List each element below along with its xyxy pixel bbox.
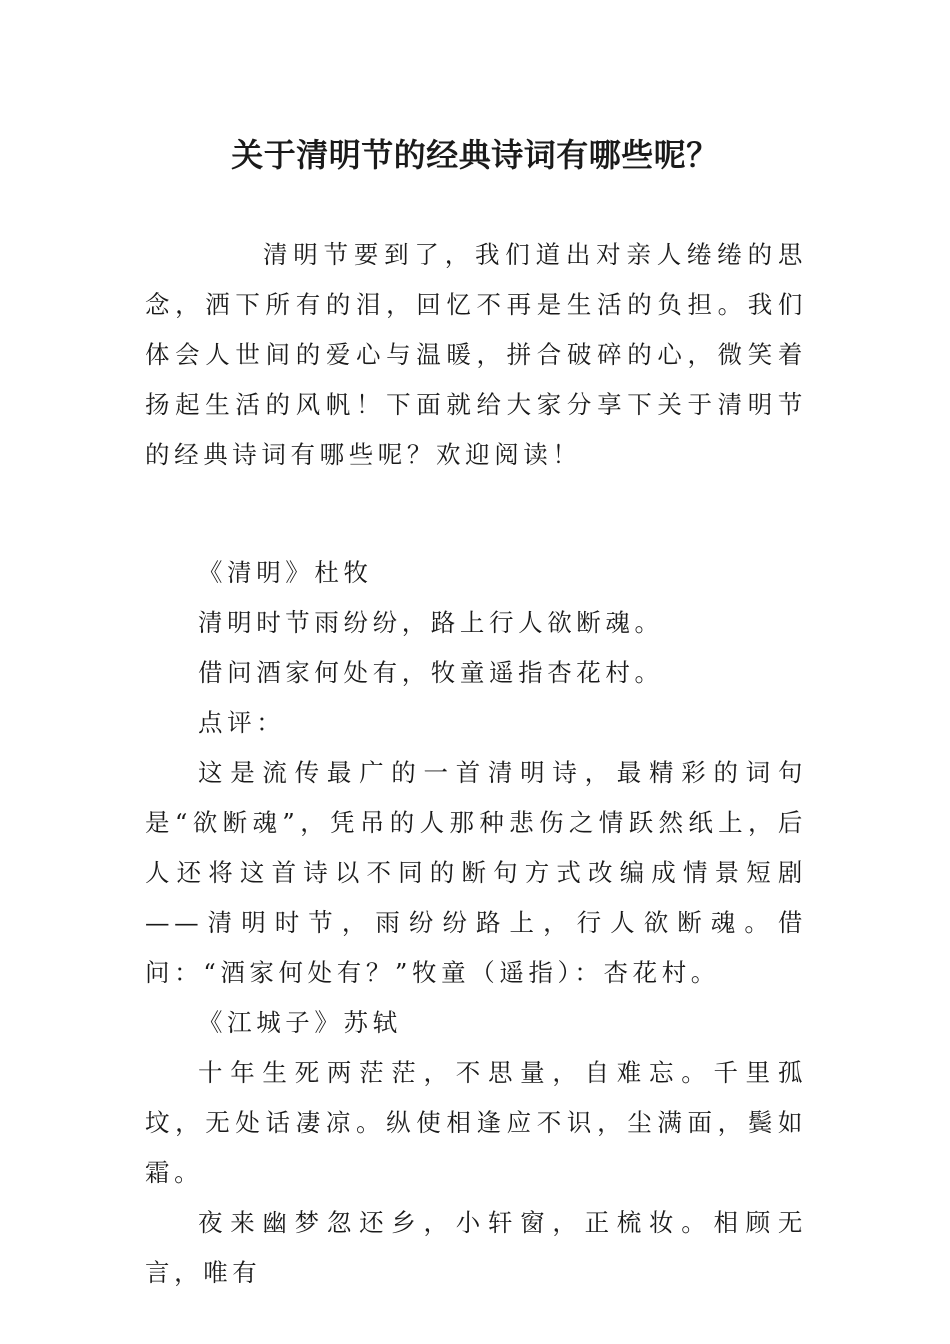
poem1-line: 清明时节雨纷纷，路上行人欲断魂。 xyxy=(198,608,664,637)
poem1-heading: 《清明》杜牧 xyxy=(198,558,373,587)
poem2-stanza: 夜来幽梦忽还乡，小轩窗，正梳妆。相顾无言，唯有 xyxy=(145,1208,807,1287)
comment-label: 点评： xyxy=(198,708,286,737)
paragraph-gap xyxy=(145,480,807,548)
poem2-stanza: 十年生死两茫茫，不思量，自难忘。千里孤坟，无处话凄凉。纵使相逢应不识，尘满面，鬓如霜。 xyxy=(145,1058,807,1187)
comment-paragraph: 这是流传最广的一首清明诗，最精彩的词句是“欲断魂”，凭吊的人那种悲伤之情跃然纸上，后人还将这首诗以不同的断句方式改编成情景短剧——清明时节，雨纷纷路上，行人欲断魂。借问：“酒家何处有？”牧童（遥指）：杏花村。 xyxy=(145,758,807,987)
page-title: 关于清明节的经典诗词有哪些呢？ xyxy=(231,136,719,174)
poem2-heading: 《江城子》苏轼 xyxy=(198,1008,402,1037)
poem1-line: 借问酒家何处有，牧童遥指杏花村。 xyxy=(198,658,664,687)
article-body xyxy=(145,230,807,1298)
intro-paragraph: 清明节要到了，我们道出对亲人绻绻的思念，洒下所有的泪，回忆不再是生活的负担。我们体会人世间的爱心与温暖，拼合破碎的心，微笑着扬起生活的风帆！下面就给大家分享下关于清明节的经典诗词有哪些呢？欢迎阅读！ xyxy=(145,240,807,469)
